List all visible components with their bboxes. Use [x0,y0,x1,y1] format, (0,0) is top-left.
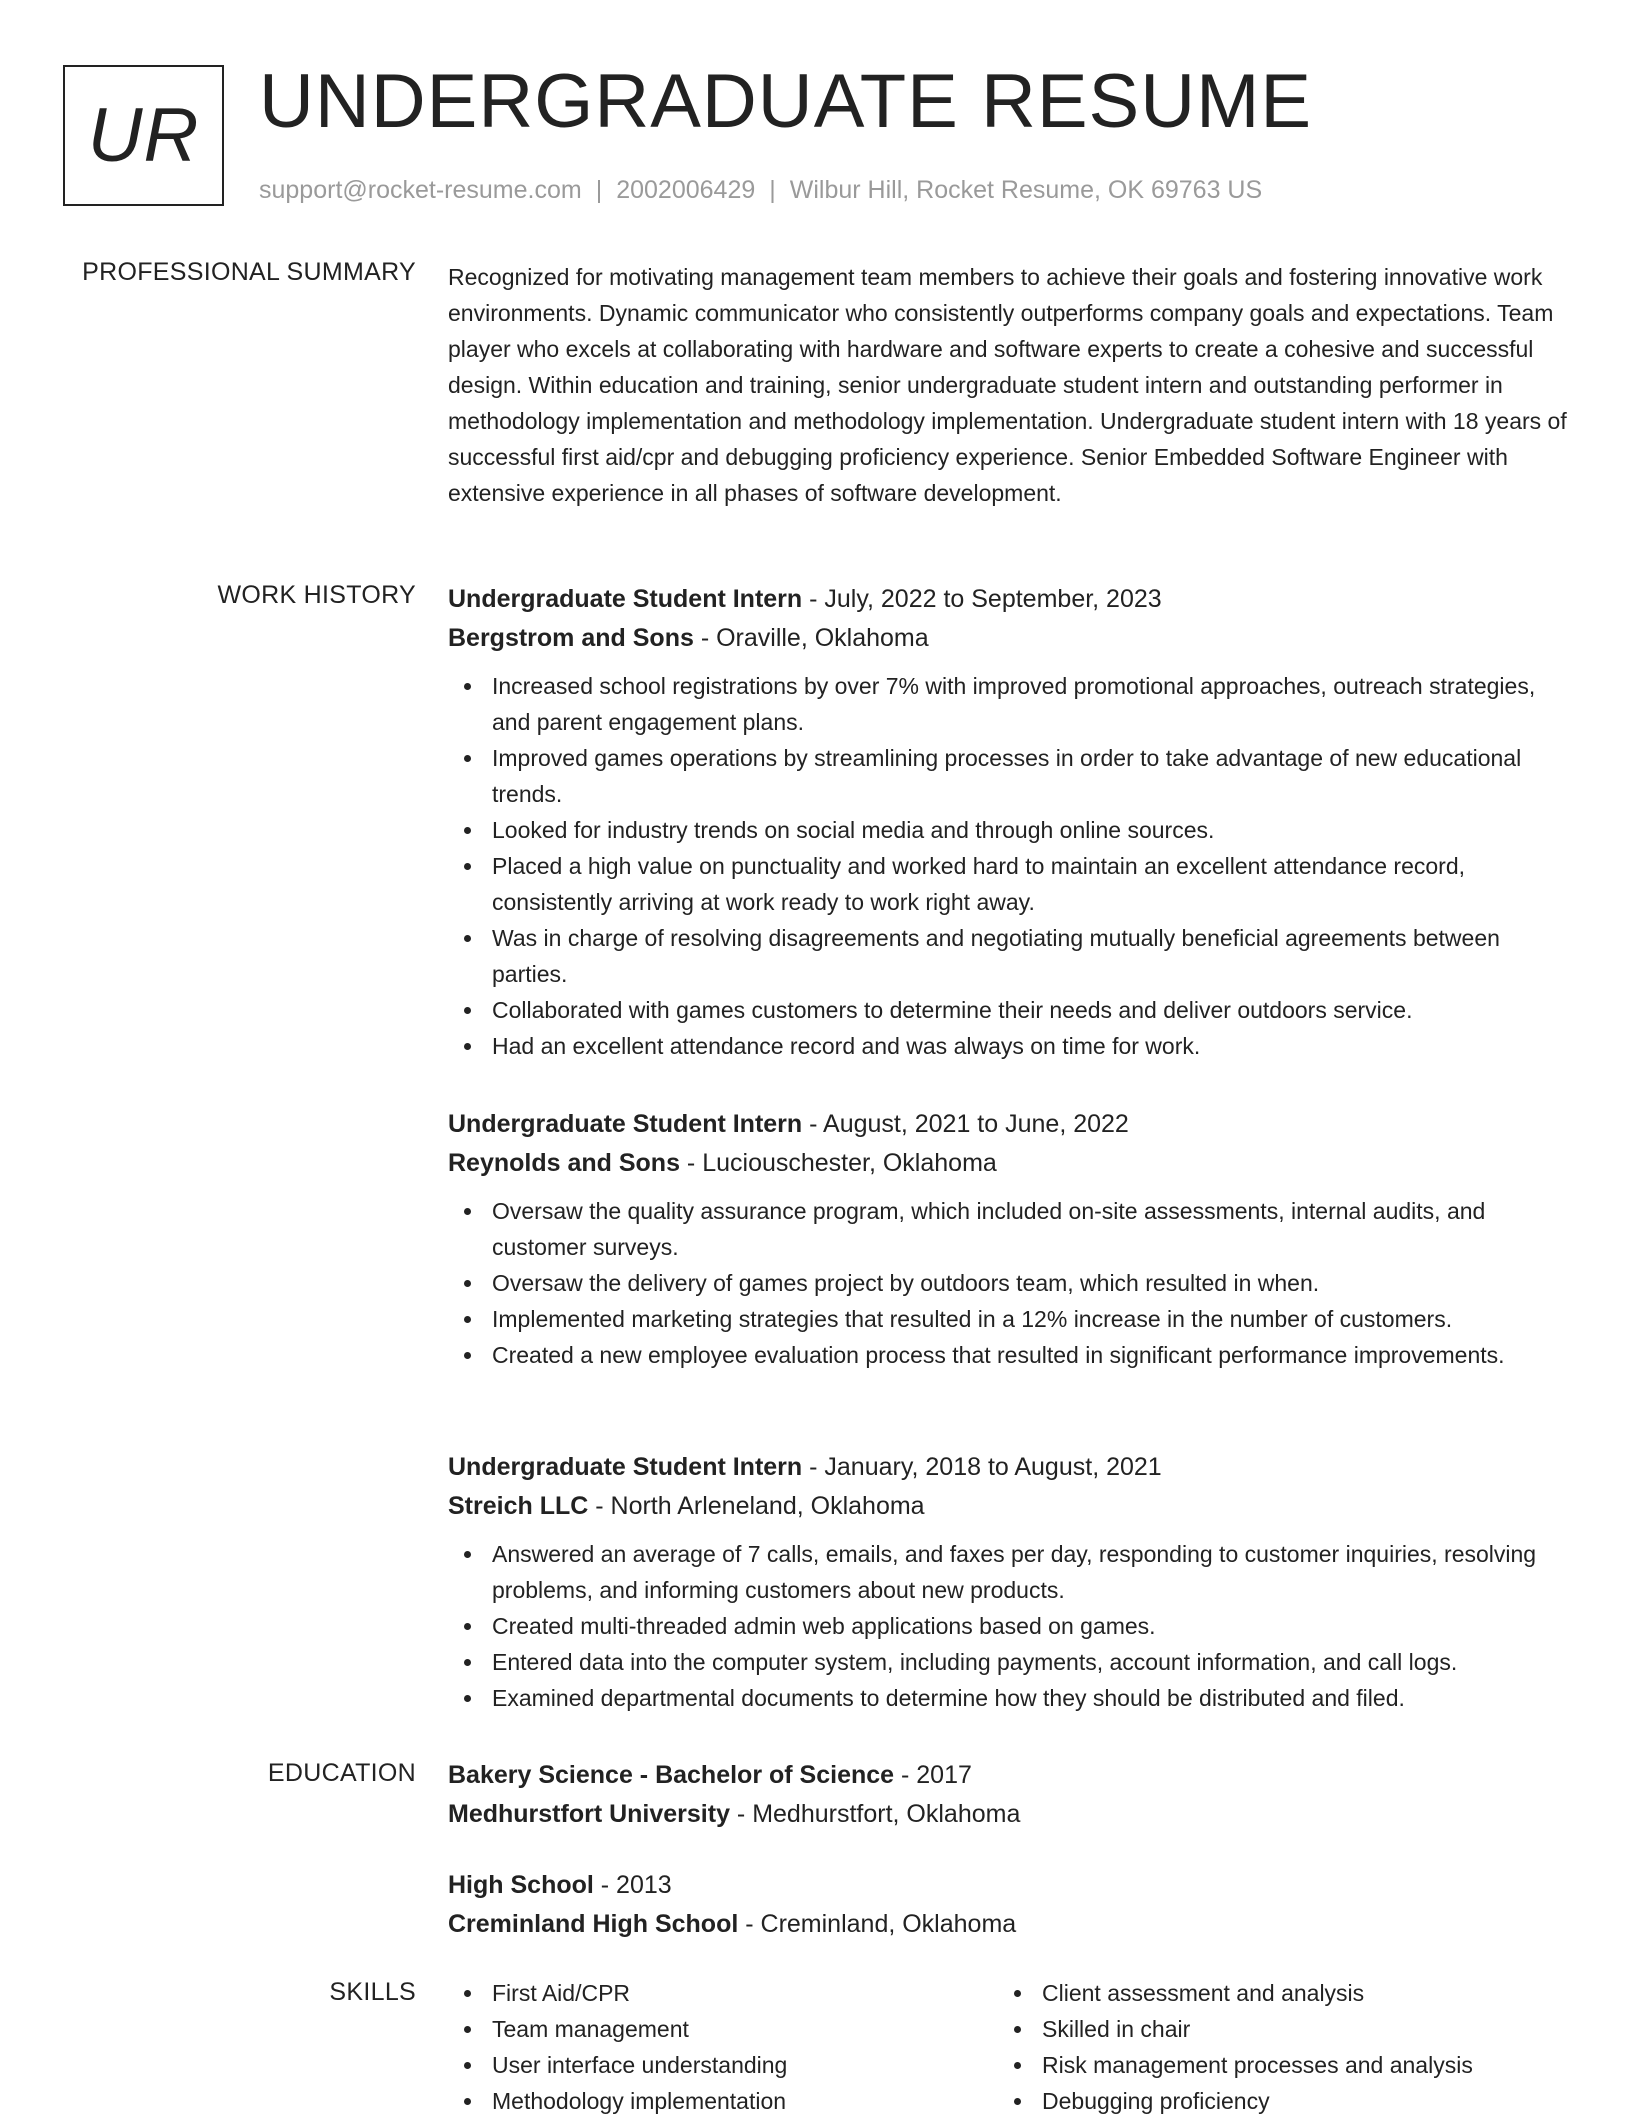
education-school: Medhurstfort University [448,1800,730,1828]
job-bullet: Examined departmental documents to determine how they should be distributed and filed. [492,1680,1578,1716]
skill-item: First Aid/CPR [492,1975,988,2011]
education-school: Creminland High School [448,1910,739,1938]
education-year: - 2017 [894,1761,972,1789]
job-location: - Oraville, Oklahoma [693,624,929,652]
job-company: Reynolds and Sons [448,1149,680,1177]
skill-item: User interface understanding [492,2047,988,2083]
job-bullet: Created a new employee evaluation process that resulted in significant performance improvements. [492,1337,1578,1373]
job-bullet: Entered data into the computer system, including payments, account information, and call logs. [492,1644,1578,1680]
job-location: - North Arleneland, Oklahoma [588,1492,925,1520]
education-degree: High School [448,1871,594,1899]
job-company: Streich LLC [448,1492,589,1520]
job-dates: - January, 2018 to August, 2021 [802,1453,1162,1481]
job-title: Undergraduate Student Intern [448,1453,803,1481]
skill-item: Client assessment and analysis [1042,1975,1538,2011]
job-bullet: Collaborated with games customers to determine their needs and deliver outdoors service. [492,992,1578,1028]
education-school-line [448,1795,1578,1834]
job-company: Bergstrom and Sons [448,624,694,652]
job-entry [448,580,1578,1064]
job-title-line [448,1105,1578,1144]
job-dates: - August, 2021 to June, 2022 [802,1110,1129,1138]
skill-item: Methodology implementation [492,2083,988,2119]
contact-line [259,176,1262,205]
education-degree: Bakery Science - Bachelor of Science [448,1761,895,1789]
section-label-work: WORK HISTORY [217,581,416,609]
job-bullet: Had an excellent attendance record and was always on time for work. [492,1028,1578,1064]
resume-title: UNDERGRADUATE RESUME [259,59,1313,144]
education-location: - Medhurstfort, Oklahoma [729,1800,1021,1828]
job-company-line [448,1144,1578,1183]
contact-separator: | [595,176,603,204]
job-bullets [448,1193,1578,1373]
skills-column-right [998,1975,1538,2119]
summary-section [448,259,1578,511]
job-company-line [448,1487,1578,1526]
contact-address: Wilbur Hill, Rocket Resume, OK 69763 US [789,176,1263,204]
monogram-badge [63,65,224,206]
contact-phone: 2002006429 [616,176,756,204]
job-bullets [448,1536,1578,1716]
job-title: Undergraduate Student Intern [448,1110,803,1138]
job-bullet: Implemented marketing strategies that resulted in a 12% increase in the number of customers. [492,1301,1578,1337]
job-bullet: Oversaw the delivery of games project by outdoors team, which resulted in when. [492,1265,1578,1301]
job-bullet: Looked for industry trends on social media and through online sources. [492,812,1578,848]
education-entry [448,1756,1578,1834]
job-bullet: Created multi-threaded admin web applications based on games. [492,1608,1578,1644]
job-bullet: Placed a high value on punctuality and worked hard to maintain an excellent attendance record, consistently arriving at work ready to work right away. [492,848,1578,920]
section-label-education: EDUCATION [267,1759,416,1787]
job-entry [448,1105,1578,1373]
summary-text: Recognized for motivating management team members to achieve their goals and fostering innovative work environments. Dynamic communicator who consistently outperforms company goals and expectations. Team player who excels at collaborating with hardware and software experts to create a cohesive and successful design. Within education and training, senior undergraduate student intern and outstanding performer in methodology implementation and methodology implementation. Undergraduate student intern with 18 years of successful first aid/cpr and debugging proficiency experience. Senior Embedded Software Engineer with extensive experience in all phases of software development. [448,264,1567,506]
job-title: Undergraduate Student Intern [448,585,803,613]
education-degree-line [448,1756,1578,1795]
job-bullet: Answered an average of 7 calls, emails, and faxes per day, responding to customer inquiries, resolving problems, and informing customers about new products. [492,1536,1578,1608]
skills-column-left [448,1975,988,2119]
skill-item: Skilled in chair [1042,2011,1538,2047]
contact-email: support@rocket-resume.com [259,176,582,204]
monogram-text: UR [87,93,200,178]
contact-separator: | [769,176,776,204]
job-bullets [448,668,1578,1064]
job-location: - Luciouschester, Oklahoma [679,1149,997,1177]
job-company-line [448,619,1578,658]
job-bullet: Increased school registrations by over 7% with improved promotional approaches, outreach strategies, and parent engagement plans. [492,668,1578,740]
skill-item: Risk management processes and analysis [1042,2047,1538,2083]
education-entry [448,1866,1578,1944]
education-school-line [448,1905,1578,1944]
education-degree-line [448,1866,1578,1905]
section-label-skills: SKILLS [329,1978,416,2006]
job-title-line [448,580,1578,619]
section-label-summary: PROFESSIONAL SUMMARY [82,258,416,286]
job-bullet: Oversaw the quality assurance program, which included on-site assessments, internal audits, and customer surveys. [492,1193,1578,1265]
education-location: - Creminland, Oklahoma [738,1910,1017,1938]
job-entry [448,1448,1578,1716]
job-bullet: Was in charge of resolving disagreements and negotiating mutually beneficial agreements between parties. [492,920,1578,992]
skill-item: Debugging proficiency [1042,2083,1538,2119]
education-year: - 2013 [593,1871,672,1899]
job-dates: - July, 2022 to September, 2023 [802,585,1162,613]
skill-item: Team management [492,2011,988,2047]
skills-section [448,1975,1578,2112]
job-bullet: Improved games operations by streamlining processes in order to take advantage of new educational trends. [492,740,1578,812]
job-title-line [448,1448,1578,1487]
